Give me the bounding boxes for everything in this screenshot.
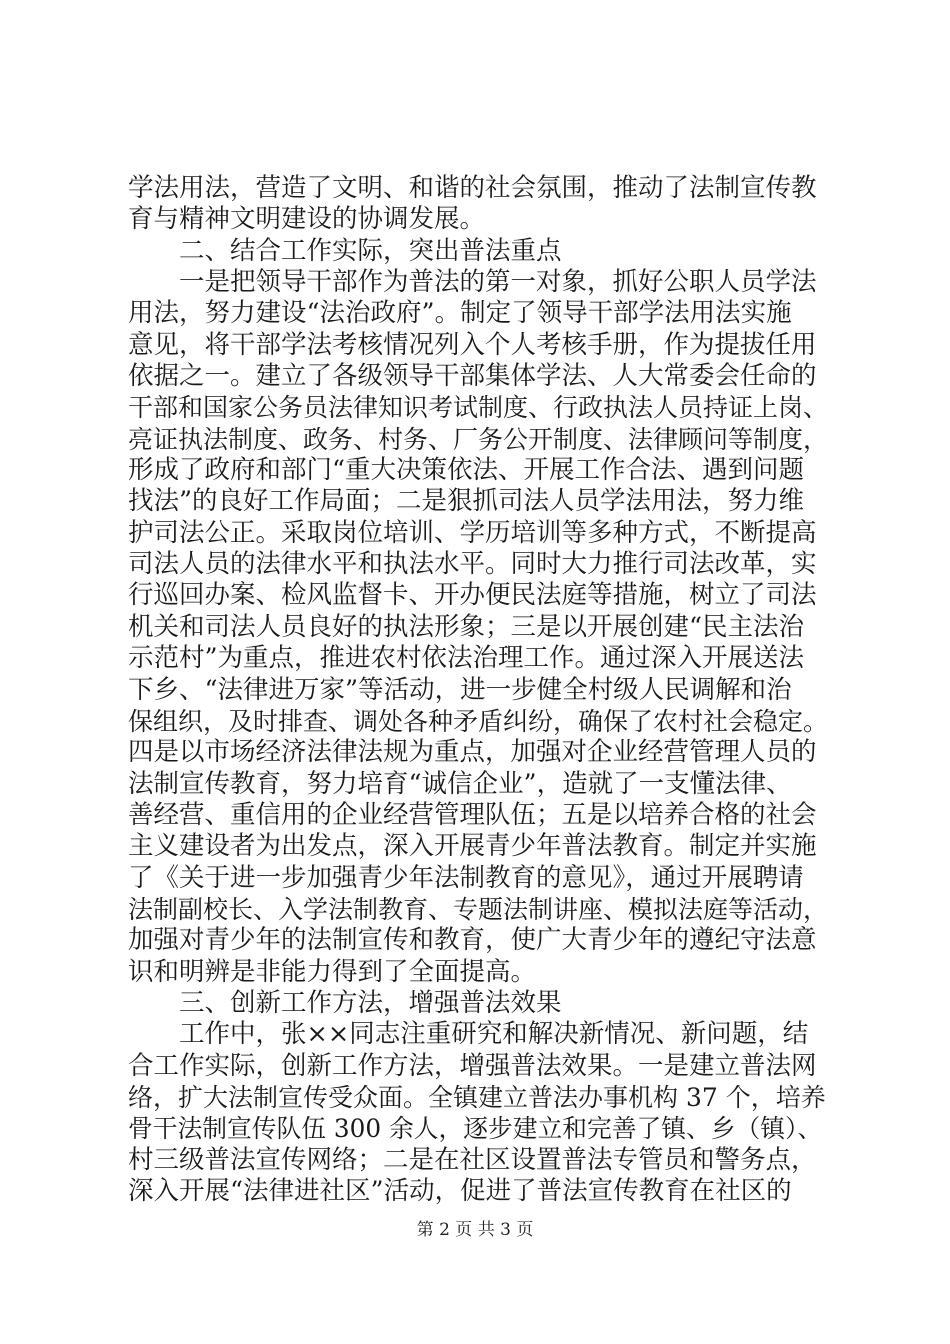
body-line: 法制副校长、入学法制教育、专题法制讲座、模拟法庭等活动， [128,894,829,924]
body-line: 意见，将干部学法考核情况列入个人考核手册，作为提拔任用 [128,329,817,360]
body-line: 络，扩大法制宣传受众面。全镇建立普法办事机构 37 个，培养 [128,1082,826,1112]
body-line: 行巡回办案、检风监督卡、开办便民法庭等措施，树立了司法 [128,580,817,611]
section-heading: 二、结合工作实际，突出普法重点 [179,235,562,266]
body-line: 示范村”为重点，推进农村依法治理工作。通过深入开展送法 [128,643,805,674]
body-line: 依据之一。建立了各级领导干部集体学法、人大常委会任命的 [128,361,817,392]
body-line: 亮证执法制度、政务、村务、厂务公开制度、法律顾问等制度， [128,424,829,454]
body-line: 主义建设者为出发点，深入开展青少年普法教育。制定并实施 [128,831,817,862]
body-line: 骨干法制宣传队伍 300 余人，逐步建立和完善了镇、乡（镇）、 [128,1114,823,1144]
body-line: 育与精神文明建设的协调发展。 [128,204,486,235]
body-line: 识和明辨是非能力得到了全面提高。 [128,956,537,987]
body-line: 善经营、重信用的企业经营管理队伍；五是以培养合格的社会 [128,799,817,830]
body-line: 用法，努力建设“法治政府”。制定了领导干部学法用法实施 [128,298,792,329]
page-footer: 第 2 页 共 3 页 [416,1220,534,1240]
section-heading: 三、创新工作方法，增强普法效果 [179,987,562,1018]
body-line: 下乡、“法律进万家”等活动，进一步健全村级人民调解和治 [128,674,792,705]
body-line: 学法用法，营造了文明、和谐的社会氛围，推动了法制宣传教 [128,173,817,203]
body-line: 形成了政府和部门“重大决策依法、开展工作合法、遇到问题 [128,455,805,486]
body-line: 深入开展“法律进社区”活动，促进了普法宣传教育在社区的 [128,1176,792,1206]
body-line: 司法人员的法律水平和执法水平。同时大力推行司法改革，实 [128,549,817,580]
body-line: 了《关于进一步加强青少年法制教育的意见》，通过开展聘请 [128,862,804,893]
body-line: 保组织，及时排查、调处各种矛盾纠纷，确保了农村社会稳定。 [128,706,829,736]
body-line: 一是把领导干部作为普法的第一对象，抓好公职人员学法 [179,267,817,298]
body-line: 四是以市场经济法律法规为重点，加强对企业经营管理人员的 [128,737,817,768]
body-line: 干部和国家公务员法律知识考试制度、行政执法人员持证上岗、 [128,393,829,423]
body-line: 找法”的良好工作局面；二是狠抓司法人员学法用法，努力维 [128,486,805,517]
document-body [128,173,828,1207]
body-line: 法制宣传教育，努力培育“诚信企业”，造就了一支懂法律、 [128,768,792,799]
body-line: 护司法公正。采取岗位培训、学历培训等多种方式，不断提高 [128,517,817,548]
body-line: 机关和司法人员良好的执法形象；三是以开展创建“民主法治 [128,611,805,642]
body-line: 村三级普法宣传网络；二是在社区设置普法专管员和警务点， [128,1144,817,1175]
body-line: 加强对青少年的法制宣传和教育，使广大青少年的遵纪守法意 [128,925,817,956]
body-line: 工作中，张××同志注重研究和解决新情况、新问题，结 [179,1019,809,1050]
body-line: 合工作实际，创新工作方法，增强普法效果。一是建立普法网 [128,1050,817,1081]
